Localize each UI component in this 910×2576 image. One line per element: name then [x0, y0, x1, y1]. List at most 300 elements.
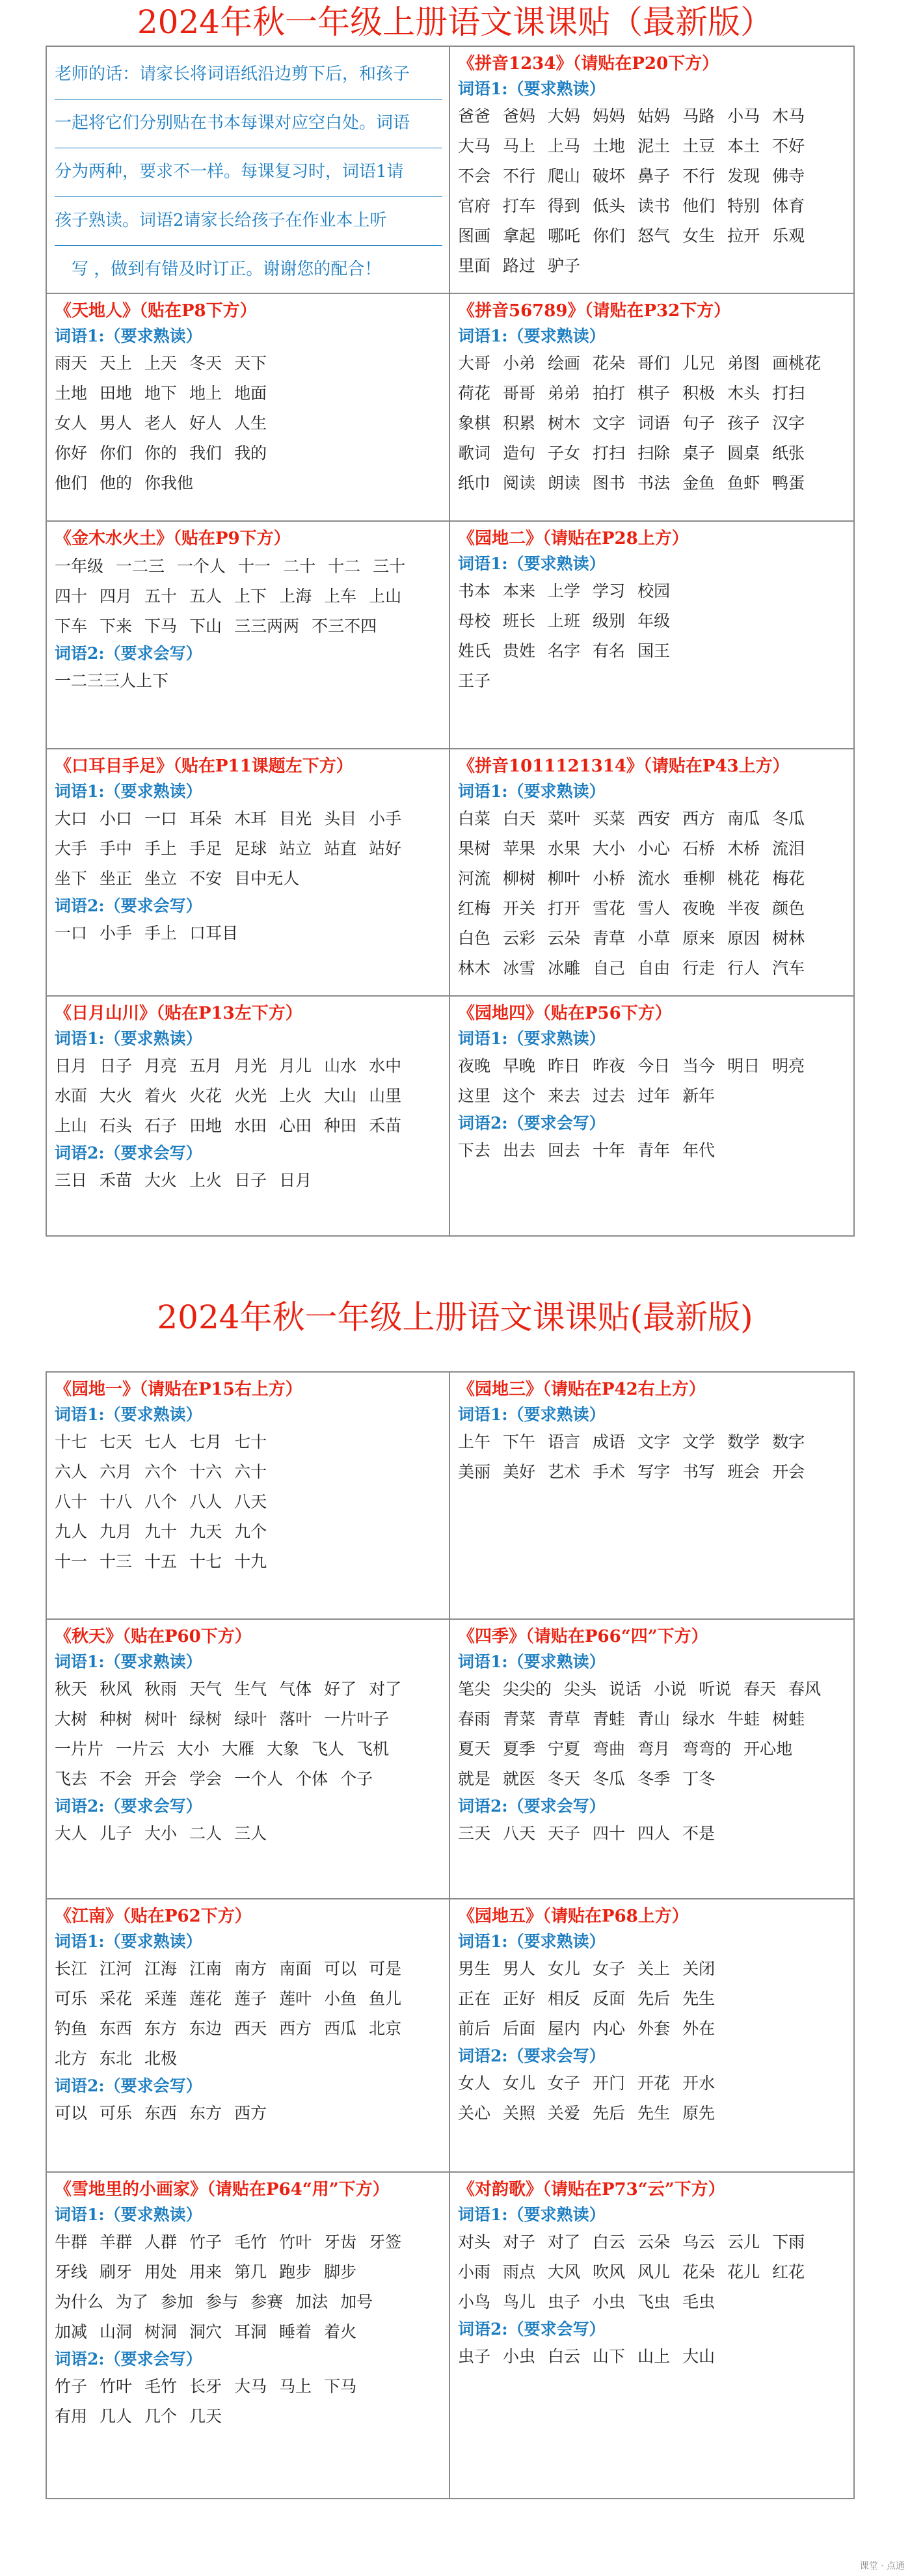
vocab-word: 昨日 [548, 1056, 581, 1075]
vocab-word: 江海 [144, 1959, 178, 1978]
lesson-title: 《金木水火土》（贴在P9下方） [55, 529, 291, 548]
vocab-word: 土豆 [682, 137, 716, 155]
vocab-word: 上山 [369, 587, 402, 606]
vocab-word: 大火 [100, 1086, 133, 1105]
vocab-word: 弯曲 [593, 1739, 626, 1758]
word-line [55, 2227, 442, 2257]
vocab-word: 采莲 [144, 1989, 178, 2008]
word-line [55, 2099, 442, 2128]
word-line [458, 349, 847, 379]
vocab-word: 出去 [503, 1141, 536, 1160]
vocab-word: 本来 [503, 582, 536, 600]
vocab-word: 宁夏 [548, 1739, 581, 1758]
vocab-word: 月光 [234, 1056, 267, 1075]
vocab-word: 下午 [503, 1432, 536, 1451]
word-line [55, 438, 442, 468]
vocab-word: 男人 [503, 1959, 536, 1978]
vocab-word: 开水 [682, 2074, 716, 2093]
vocab-word: 河流 [458, 869, 491, 888]
vocab-word: 虫子 [458, 2347, 491, 2366]
vocab-word: 白色 [458, 929, 491, 948]
vocab-word: 本土 [727, 137, 760, 155]
vocab-word: 石头 [100, 1116, 133, 1135]
lesson-cell [450, 2173, 853, 2498]
vocab-word: 八人 [189, 1492, 222, 1511]
word-line [458, 1704, 847, 1734]
lesson-cell [47, 294, 450, 520]
vocab-word: 对了 [369, 1680, 402, 1698]
word-line [458, 1051, 847, 1081]
vocab-word: 冬天 [548, 1769, 581, 1788]
word-line [458, 251, 847, 281]
vocab-word: 画桃花 [772, 354, 822, 373]
vocab-word: 上车 [324, 587, 357, 606]
word-line [458, 636, 847, 666]
vocab-word: 班会 [727, 1462, 760, 1481]
vocab-word: 关心 [458, 2104, 491, 2123]
vocab-word: 大马 [234, 2377, 267, 2396]
vocab-word: 十七 [55, 1432, 88, 1451]
vocab-word: 南面 [279, 1959, 312, 1978]
vocab-word: 打扫 [772, 384, 805, 403]
vocab-word: 可是 [369, 1959, 402, 1978]
vocab-word: 弟图 [727, 354, 760, 373]
vocab-word: 日子 [234, 1171, 267, 1190]
vocab-word: 好了 [324, 1680, 357, 1698]
word-line [55, 834, 442, 864]
word-line [458, 409, 847, 438]
word-line [55, 864, 442, 894]
vocab-word: 着火 [144, 1086, 178, 1105]
vocab-word: 西方 [682, 809, 716, 828]
vocab-word: 不安 [189, 869, 222, 888]
vocab-word: 树洞 [144, 2322, 178, 2341]
vocab-word: 四十 [55, 587, 88, 606]
vocab-word: 口耳目 [189, 924, 239, 943]
vocab-word: 柳叶 [548, 869, 581, 888]
vocab-label: 词语1:（要求熟读） [458, 1652, 606, 1671]
vocab-word: 苹果 [503, 839, 536, 858]
vocab-word: 白云 [593, 2233, 626, 2251]
vocab-word: 新年 [682, 1086, 716, 1105]
word-line [458, 1764, 847, 1794]
vocab-word: 朗读 [548, 474, 581, 492]
vocab-word: 积累 [503, 414, 536, 433]
vocab-word: 花儿 [727, 2262, 760, 2281]
vocab-word: 五人 [189, 587, 222, 606]
vocab-word: 王子 [458, 671, 491, 690]
vocab-word: 桌子 [682, 444, 716, 463]
vocab-word: 小说 [654, 1680, 687, 1698]
vocab-word: 个体 [295, 1769, 328, 1788]
vocab-word: 下雨 [772, 2233, 805, 2251]
vocab-word: 得到 [548, 196, 581, 215]
vocab-word: 对头 [458, 2233, 491, 2251]
vocab-word: 大小 [177, 1739, 210, 1758]
vocab-word: 一片云 [116, 1739, 165, 1758]
vocab-word: 一片叶子 [324, 1710, 390, 1728]
vocab-word: 大火 [144, 1171, 178, 1190]
vocab-word: 垂柳 [682, 869, 716, 888]
vocab-word: 北方 [55, 2049, 88, 2068]
vocab-label: 词语2:（要求会写） [55, 2350, 202, 2368]
vocab-word: 有用 [55, 2407, 88, 2426]
vocab-word: 棋子 [637, 384, 671, 403]
vocab-word: 冬天 [189, 354, 222, 373]
vocab-label: 词语1:（要求熟读） [458, 2205, 606, 2224]
word-line [55, 1457, 442, 1487]
vocab-word: 用处 [144, 2262, 178, 2281]
vocab-word: 树蛙 [772, 1710, 805, 1728]
word-line [55, 2372, 442, 2402]
lesson-cell [47, 749, 450, 995]
word-line [458, 1457, 847, 1487]
vocab-word: 路过 [503, 256, 536, 275]
vocab-word: 毛竹 [144, 2377, 178, 2396]
vocab-word: 雨点 [503, 2262, 536, 2281]
vocab-word: 乐观 [772, 226, 805, 245]
vocab-word: 跑步 [279, 2262, 312, 2281]
vocab-word: 大手 [55, 839, 88, 858]
vocab-word: 几天 [189, 2407, 222, 2426]
vocab-word: 牛群 [55, 2233, 88, 2251]
vocab-word: 书写 [682, 1462, 716, 1481]
vocab-word: 三天 [458, 1824, 491, 1843]
vocab-word: 书法 [637, 474, 671, 492]
word-line [458, 1734, 847, 1764]
lesson-title: 《天地人》（贴在P8下方） [55, 301, 257, 321]
vocab-word: 一年级 [55, 557, 104, 576]
vocab-word: 水田 [234, 1116, 267, 1135]
vocab-word: 雨天 [55, 354, 88, 373]
vocab-word: 屋内 [548, 2019, 581, 2038]
vocab-word: 女人 [458, 2074, 491, 2093]
vocab-word: 你好 [55, 444, 88, 463]
word-line [55, 1819, 442, 1849]
vocab-word: 飞人 [312, 1739, 345, 1758]
vocab-word: 造句 [503, 444, 536, 463]
word-line [458, 2099, 847, 2128]
vocab-word: 女人 [55, 414, 88, 433]
vocab-word: 青菜 [503, 1710, 536, 1728]
vocab-word: 东方 [189, 2104, 222, 2123]
vocab-word: 木桥 [727, 839, 760, 858]
vocab-word: 四十 [593, 1824, 626, 1843]
word-line [458, 2014, 847, 2044]
vocab-word: 羊群 [100, 2233, 133, 2251]
vocab-word: 积极 [682, 384, 716, 403]
vocab-word: 大哥 [458, 354, 491, 373]
vocab-word: 坐立 [144, 869, 178, 888]
vocab-word: 秋雨 [144, 1680, 178, 1698]
vocab-word: 牙齿 [324, 2233, 357, 2251]
vocab-word: 成语 [593, 1432, 626, 1451]
vocab-word: 你的 [144, 444, 178, 463]
vocab-word: 天气 [189, 1680, 222, 1698]
vocab-word: 我的 [234, 444, 267, 463]
vocab-word: 四月 [100, 587, 133, 606]
vocab-word: 禾苗 [369, 1116, 402, 1135]
vocab-word: 后面 [503, 2019, 536, 2038]
vocab-word: 上火 [189, 1171, 222, 1190]
vocab-word: 哥们 [637, 354, 671, 373]
vocab-word: 几人 [100, 2407, 133, 2426]
vocab-word: 可乐 [100, 2104, 133, 2123]
lesson-title: 《口耳目手足》（贴在P11课题左下方） [55, 757, 353, 776]
vocab-word: 柳树 [503, 869, 536, 888]
vocab-word: 昨夜 [593, 1056, 626, 1075]
vocab-word: 加减 [55, 2322, 88, 2341]
vocab-word: 日月 [279, 1171, 312, 1190]
vocab-word: 九月 [100, 1522, 133, 1541]
page-title-1: 2024年秋一年级上册语文课课贴（最新版） [137, 3, 773, 41]
word-line [458, 1136, 847, 1166]
vocab-word: 二人 [189, 1824, 222, 1843]
vocab-word: 绿水 [682, 1710, 716, 1728]
vocab-word: 拿起 [503, 226, 536, 245]
vocab-word: 下马 [324, 2377, 357, 2396]
vocab-word: 竹叶 [279, 2233, 312, 2251]
vocab-word: 秋天 [55, 1680, 88, 1698]
vocab-word: 破坏 [593, 167, 626, 185]
word-line [55, 2402, 442, 2432]
vocab-word: 年级 [637, 611, 671, 630]
vocab-label: 词语1:（要求熟读） [458, 1932, 606, 1951]
vocab-word: 明亮 [772, 1056, 805, 1075]
vocab-word: 级别 [593, 611, 626, 630]
vocab-word: 水果 [548, 839, 581, 858]
word-line [458, 2227, 847, 2257]
vocab-word: 鱼儿 [369, 1989, 402, 2008]
vocab-word: 开会 [772, 1462, 805, 1481]
vocab-label: 词语1:（要求熟读） [458, 554, 606, 573]
table-row [47, 1620, 853, 1899]
vocab-word: 艺术 [548, 1462, 581, 1481]
word-line [458, 131, 847, 161]
vocab-word: 关爱 [548, 2104, 581, 2123]
vocab-word: 上马 [548, 137, 581, 155]
vocab-word: 驴子 [548, 256, 581, 275]
vocab-word: 青草 [548, 1710, 581, 1728]
vocab-word: 下来 [100, 617, 133, 636]
vocab-word: 鼻子 [637, 167, 671, 185]
vocab-word: 云彩 [503, 929, 536, 948]
vocab-word: 名字 [548, 641, 581, 660]
vocab-word: 青草 [593, 929, 626, 948]
vocab-label: 词语2:（要求会写） [55, 2076, 202, 2095]
vocab-word: 他的 [100, 474, 133, 492]
vocab-word: 乌云 [682, 2233, 716, 2251]
vocab-word: 先生 [682, 1989, 716, 2008]
vocab-word: 大象 [267, 1739, 300, 1758]
vocab-word: 象棋 [458, 414, 491, 433]
vocab-word: 打扫 [593, 444, 626, 463]
word-line [55, 1081, 442, 1111]
word-line [55, 2257, 442, 2287]
vocab-word: 九个 [234, 1522, 267, 1541]
vocab-word: 儿兄 [682, 354, 716, 373]
word-line [458, 2287, 847, 2317]
vocab-word: 正在 [458, 1989, 491, 2008]
vocab-word: 女儿 [503, 2074, 536, 2093]
vocab-word: 小虫 [593, 2292, 626, 2311]
vocab-word: 美好 [503, 1462, 536, 1481]
vocab-word: 钓鱼 [55, 2019, 88, 2038]
vocab-word: 几个 [144, 2407, 178, 2426]
vocab-word: 人生 [234, 414, 267, 433]
vocab-word: 正好 [503, 1989, 536, 2008]
word-line [55, 666, 442, 696]
vocab-word: 关闭 [682, 1959, 716, 1978]
vocab-word: 句子 [682, 414, 716, 433]
vocab-word: 白天 [503, 809, 536, 828]
vocab-word: 桃花 [727, 869, 760, 888]
vocab-word: 梅花 [772, 869, 805, 888]
table-row [47, 749, 853, 997]
vocab-word: 白菜 [458, 809, 491, 828]
lesson-title: 《对韵歌》（请贴在P73“云”下方） [458, 2180, 725, 2199]
vocab-word: 夏天 [458, 1739, 491, 1758]
vocab-word: 上午 [458, 1432, 491, 1451]
vocab-word: 内心 [593, 2019, 626, 2038]
vocab-word: 坐下 [55, 869, 88, 888]
vocab-word: 雪人 [637, 899, 671, 918]
vocab-word: 马路 [682, 107, 716, 126]
vocab-word: 山上 [637, 2347, 671, 2366]
vocab-word: 上天 [144, 354, 178, 373]
vocab-word: 土地 [55, 384, 88, 403]
vocab-word: 七月 [189, 1432, 222, 1451]
vocab-word: 秋风 [100, 1680, 133, 1698]
vocab-word: 一片片 [55, 1739, 104, 1758]
vocab-word: 六人 [55, 1462, 88, 1481]
vocab-word: 青年 [637, 1141, 671, 1160]
vocab-label: 词语2:（要求会写） [458, 2046, 606, 2065]
vocab-word: 数字 [772, 1432, 805, 1451]
vocab-word: 石子 [144, 1116, 178, 1135]
vocab-word: 石桥 [682, 839, 716, 858]
vocab-word: 东方 [144, 2019, 178, 2038]
vocab-word: 八天 [234, 1492, 267, 1511]
vocab-word: 参与 [206, 2292, 239, 2311]
vocab-word: 早晚 [503, 1056, 536, 1075]
table-row [47, 2173, 853, 2498]
word-line [55, 1764, 442, 1794]
word-line [458, 161, 847, 191]
vocab-word: 小弟 [503, 354, 536, 373]
vocab-word: 洞穴 [189, 2322, 222, 2341]
vocab-word: 睡着 [279, 2322, 312, 2341]
vocab-word: 弯弯的 [682, 1739, 732, 1758]
vocab-word: 歌词 [458, 444, 491, 463]
lesson-cell [450, 1620, 853, 1898]
vocab-label: 词语1:（要求熟读） [55, 1932, 202, 1951]
vocab-word: 尖头 [564, 1680, 597, 1698]
vocab-word: 十七 [189, 1552, 222, 1571]
vocab-word: 小雨 [458, 2262, 491, 2281]
vocab-word: 江河 [100, 1959, 133, 1978]
vocab-word: 十年 [593, 1141, 626, 1160]
vocab-word: 大小 [144, 1824, 178, 1843]
vocab-word: 姑妈 [637, 107, 671, 126]
lesson-title: 《拼音56789》（请贴在P32下方） [458, 301, 731, 321]
vocab-word: 儿子 [100, 1824, 133, 1843]
word-line [55, 379, 442, 409]
vocab-word: 飞机 [356, 1739, 390, 1758]
vocab-word: 为什么 [55, 2292, 104, 2311]
vocab-word: 原因 [727, 929, 760, 948]
vocab-word: 夏季 [503, 1739, 536, 1758]
vocab-word: 十八 [100, 1492, 133, 1511]
vocab-word: 八十 [55, 1492, 88, 1511]
table-row [47, 294, 853, 522]
vocab-word: 就医 [503, 1769, 536, 1788]
vocab-word: 丁冬 [682, 1769, 716, 1788]
word-line [55, 1427, 442, 1457]
vocab-word: 他们 [682, 196, 716, 215]
vocab-word: 纸张 [772, 444, 805, 463]
vocab-word: 三人 [234, 1824, 267, 1843]
vocab-word: 东北 [100, 2049, 133, 2068]
vocab-word: 牙签 [369, 2233, 402, 2251]
vocab-label: 词语1:（要求熟读） [458, 782, 606, 801]
vocab-word: 上海 [279, 587, 312, 606]
vocab-word: 语言 [548, 1432, 581, 1451]
vocab-word: 天下 [234, 354, 267, 373]
vocab-word: 大小 [593, 839, 626, 858]
vocab-word: 开花 [637, 2074, 671, 2093]
word-line [458, 1427, 847, 1457]
vocab-word: 九天 [189, 1522, 222, 1541]
vocab-word: 人群 [144, 2233, 178, 2251]
note-line: 老师的话：请家长将词语纸沿边剪下后，和孩子 [55, 51, 442, 100]
vocab-word: 田地 [100, 384, 133, 403]
vocab-word: 听说 [699, 1680, 732, 1698]
vocab-word: 十一 [55, 1552, 88, 1571]
lesson-title: 《拼音1011121314》（请贴在P43上方） [458, 757, 790, 776]
word-line [458, 666, 847, 696]
vocab-word: 用来 [189, 2262, 222, 2281]
vocab-word: 弟弟 [548, 384, 581, 403]
vocab-word: 目光 [279, 809, 312, 828]
vocab-word: 着火 [324, 2322, 357, 2341]
vocab-word: 一个人 [234, 1769, 284, 1788]
vocab-word: 泥土 [637, 137, 671, 155]
word-line [55, 611, 442, 641]
vocab-word: 树林 [772, 929, 805, 948]
vocab-word: 下山 [189, 617, 222, 636]
vocab-word: 学习 [593, 582, 626, 600]
word-line [55, 804, 442, 834]
vocab-word: 上班 [548, 611, 581, 630]
vocab-word: 头目 [324, 809, 357, 828]
word-line [458, 1081, 847, 1111]
vocab-word: 绘画 [548, 354, 581, 373]
word-line [55, 582, 442, 611]
vocab-word: 原来 [682, 929, 716, 948]
lesson-cell [47, 2173, 450, 2498]
vocab-word: 女子 [593, 1959, 626, 1978]
vocab-word: 目中无人 [234, 869, 300, 888]
lesson-title: 《园地四》（贴在P56下方） [458, 1004, 672, 1023]
vocab-word: 官府 [458, 196, 491, 215]
vocab-word: 外在 [682, 2019, 716, 2038]
vocab-word: 这里 [458, 1086, 491, 1105]
lesson-title: 《园地一》（请贴在P15右上方） [55, 1380, 302, 1399]
note-line: 一起将它们分别贴在书本每课对应空白处。词语 [55, 100, 442, 148]
lesson-cell [47, 522, 450, 748]
vocab-word: 冰雕 [548, 959, 581, 978]
